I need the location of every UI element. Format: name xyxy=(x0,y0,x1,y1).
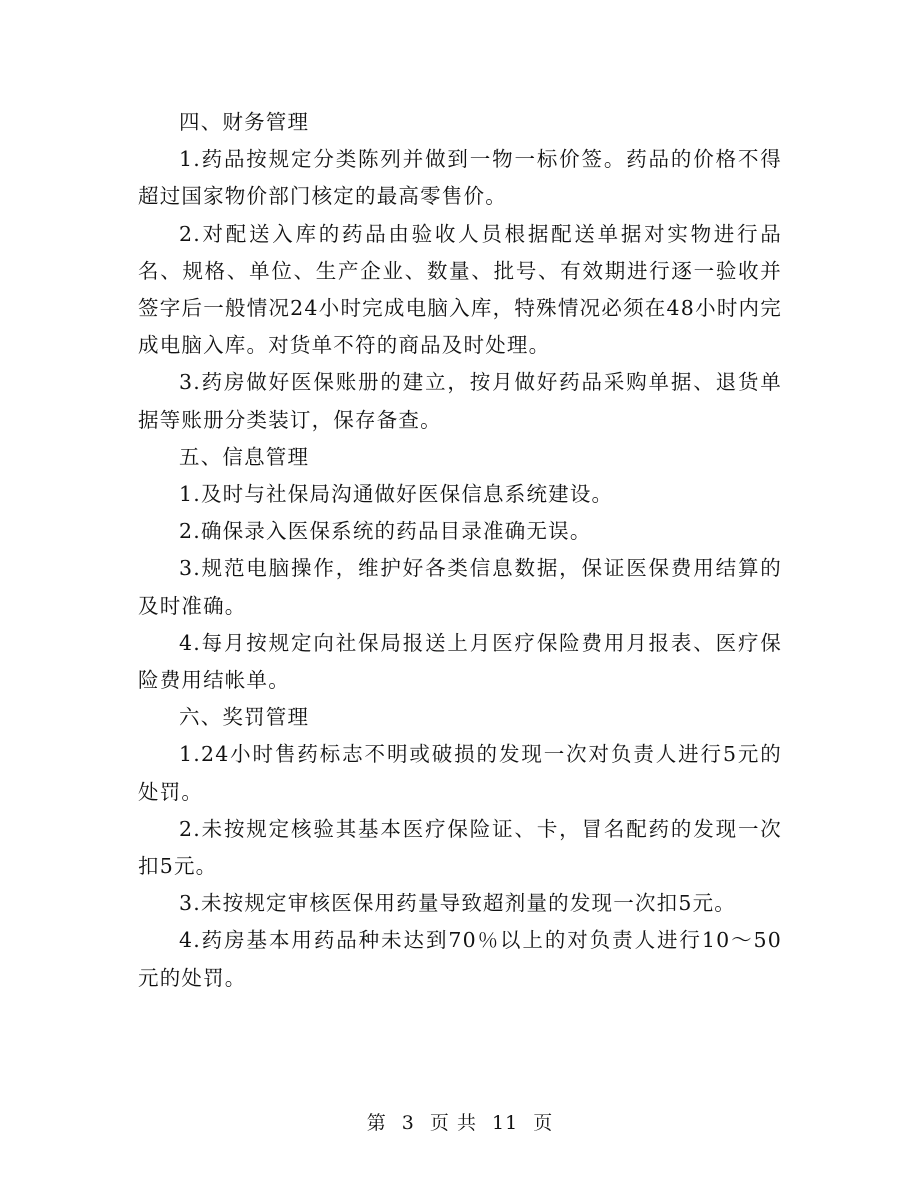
penalty-item-4: 4.药房基本用药品种未达到70％以上的对负责人进行10～50元的处罚。 xyxy=(138,928,782,990)
section-heading-finance: 四、财务管理 xyxy=(179,110,310,134)
penalty-item-2: 2.未按规定核验其基本医疗保险证、卡，冒名配药的发现一次扣5元。 xyxy=(138,816,782,879)
finance-item-2: 2.对配送入库的药品由验收人员根据配送单据对实物进行品名、规格、单位、生产企业、数量、批号、有效期进行逐一验收并签字后一般情况24小时完成电脑入库，特殊情况必须在48小时内完成电脑入库。对货单不符的商品及时处理。 xyxy=(138,221,782,358)
page-footer xyxy=(0,1108,920,1135)
information-item-3: 3.规范电脑操作，维护好各类信息数据，保证医保费用结算的及时准确。 xyxy=(138,556,782,618)
footer-middle: 页 共 xyxy=(429,1112,477,1134)
information-item-2: 2.确保录入医保系统的药品目录准确无误。 xyxy=(179,519,592,544)
footer-total-pages: 11 xyxy=(492,1112,519,1134)
information-item-4: 4.每月按规定向社保局报送上月医疗保险费用月报表、医疗保险费用结帐单。 xyxy=(138,630,782,693)
finance-item-1: 1.药品按规定分类陈列并做到一物一标价签。药品的价格不得超过国家物价部门核定的最高零售价。 xyxy=(138,147,782,209)
footer-prefix: 第 xyxy=(366,1112,387,1134)
document-body xyxy=(138,104,782,997)
section-heading-rewards-penalties: 六、奖罚管理 xyxy=(179,705,310,730)
finance-item-3: 3.药房做好医保账册的建立，按月做好药品采购单据、退货单据等账册分类装订，保存备查。 xyxy=(138,370,782,432)
penalty-item-3: 3.未按规定审核医保用药量导致超剂量的发现一次扣5元。 xyxy=(179,891,737,916)
information-item-1: 1.及时与社保局沟通做好医保信息系统建设。 xyxy=(179,482,614,507)
footer-current-page: 3 xyxy=(401,1112,415,1134)
footer-suffix: 页 xyxy=(533,1112,554,1134)
section-heading-information: 五、信息管理 xyxy=(179,444,310,469)
penalty-item-1: 1.24小时售药标志不明或破损的发现一次对负责人进行5元的处罚。 xyxy=(138,742,782,804)
